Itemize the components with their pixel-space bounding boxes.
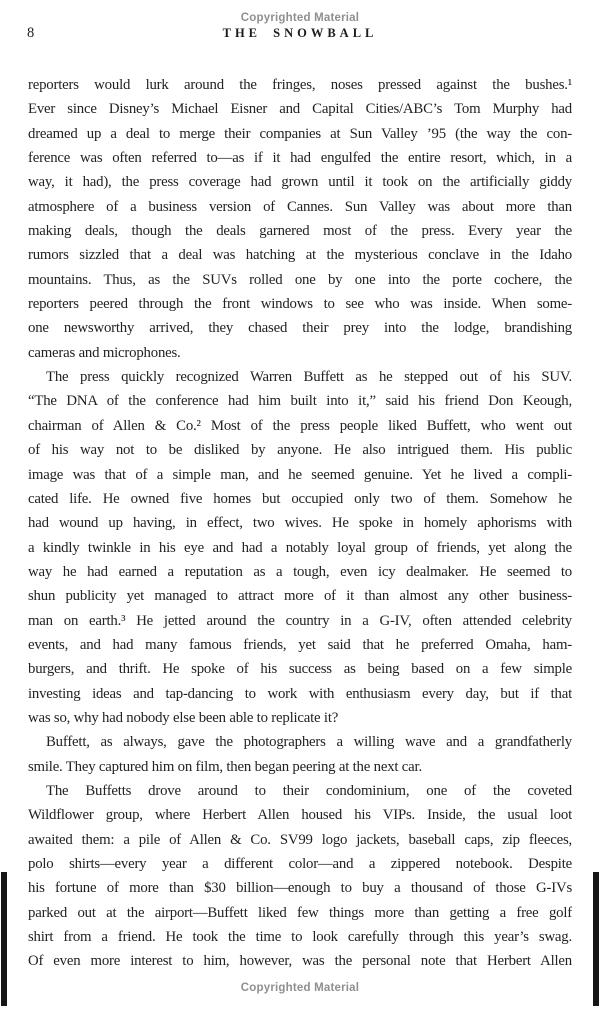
text-line: reporters peered through the front windows to see who was inside. When some- bbox=[28, 296, 572, 313]
text-line: was so, why had nobody else been able to replicate it? bbox=[28, 709, 339, 726]
text-line: one newsworthy arrived, they chased their prey into the lodge, brandishing bbox=[28, 320, 572, 337]
copyright-watermark-bottom: Copyrighted Material bbox=[240, 982, 360, 994]
text-line: of his way not to be disliked by anyone. He also intrigued them. His public bbox=[28, 442, 572, 459]
text-line: cated life. He owned five homes but occupied only two of them. Somehow he bbox=[28, 490, 572, 507]
text-line: The press quickly recognized Warren Buffett as he stepped out of his SUV. bbox=[46, 369, 572, 386]
text-line: image was that of a simple man, and he seemed genuine. Yet he lived a compli- bbox=[28, 466, 572, 483]
copyright-watermark-top: Copyrighted Material bbox=[240, 12, 360, 24]
text-line: reporters would lurk around the fringes, noses pressed against the bushes.¹ bbox=[28, 77, 572, 93]
text-line: atmosphere of a business version of Cannes. Sun Valley was about more than bbox=[28, 198, 572, 215]
text-line: had wound up having, in effect, two wives. He spoke in homely aphorisms with bbox=[28, 515, 572, 532]
text-line: cameras and microphones. bbox=[28, 344, 181, 361]
text-line: events, and had many famous friends, yet said that he preferred Omaha, ham- bbox=[28, 636, 572, 653]
text-line: way, it had), the press coverage had grown until it took on the artificially giddy bbox=[28, 174, 572, 191]
text-line: Of even more interest to him, however, was the personal note that Herbert Allen bbox=[28, 953, 572, 970]
text-line: Ever since Disney’s Michael Eisner and Capital Cities/ABC’s Tom Murphy had bbox=[28, 101, 572, 118]
text-line: ference was often referred to—as if it had engulfed the entire resort, which, in a bbox=[28, 150, 572, 167]
text-line: mountains. Thus, as the SUVs rolled one by one into the porte cochere, the bbox=[28, 271, 572, 288]
body-text bbox=[28, 73, 572, 974]
text-line: a kindly twinkle in his eye and had a notably loyal group of friends, yet along the bbox=[28, 539, 572, 556]
text-line: burgers, and thrift. He spoke of his success as being based on a few simple bbox=[28, 661, 572, 678]
text-line: rumors sizzled that a deal was hatching at the mysterious conclave in the Idaho bbox=[28, 247, 572, 264]
text-line: chairman of Allen & Co.² Most of the press people liked Buffett, who went out bbox=[28, 417, 572, 434]
text-line: his fortune of more than $30 billion—enough to buy a thousand of those G-IVs bbox=[28, 880, 572, 897]
text-line: polo shirts—every year a different color—and a zippered notebook. Despite bbox=[28, 856, 572, 872]
running-head-title: THE SNOWBALL bbox=[222, 26, 378, 40]
text-line: awaited them: a pile of Allen & Co. SV99 logo jackets, baseball caps, zip fleeces, bbox=[28, 831, 572, 848]
text-line: shun publicity yet managed to attract more of it than almost any other business- bbox=[28, 588, 572, 605]
text-line: “The DNA of the conference had him built into it,” said his friend Don Keough, bbox=[28, 393, 572, 410]
text-line: The Buffetts drove around to their condominium, one of the coveted bbox=[46, 782, 572, 799]
text-line: smile. They captured him on film, then began peering at the next car. bbox=[28, 758, 422, 775]
page-number: 8 bbox=[27, 25, 35, 41]
text-line: dreamed up a deal to merge their companies at Sun Valley ’95 (the way the con- bbox=[28, 125, 572, 142]
text-line: shirt from a friend. He took the time to look carefully through this year’s swag. bbox=[28, 929, 572, 946]
text-line: investing ideas and tap-dancing to work with enthusiasm every day, but if that bbox=[28, 685, 572, 702]
text-line: man on earth.³ He jetted around the country in a G-IV, often attended celebrity bbox=[28, 612, 572, 629]
text-line: making deals, though the deals garnered most of the press. Every year the bbox=[28, 223, 572, 240]
text-line: parked out at the airport—Buffett liked few things more than getting a free golf bbox=[28, 904, 572, 921]
text-line: Buffett, as always, gave the photographers a willing wave and a grandfatherly bbox=[46, 734, 572, 751]
text-line: Wildflower group, where Herbert Allen housed his VIPs. Inside, the usual loot bbox=[28, 807, 572, 824]
text-line: way he had earned a reputation as a tough, even icy dealmaker. He seemed to bbox=[28, 563, 572, 580]
